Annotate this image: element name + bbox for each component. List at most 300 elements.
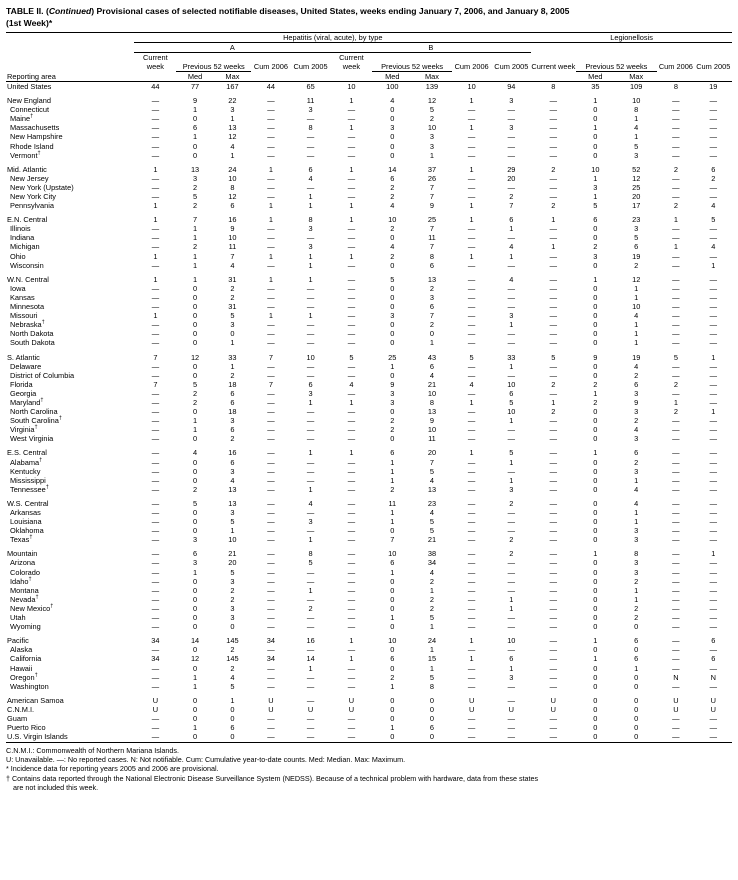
row-cell: 1 <box>593 636 598 646</box>
row-cell: — <box>672 434 680 444</box>
row-cell: — <box>549 224 558 234</box>
row-cell: — <box>267 558 275 568</box>
table-row <box>6 732 732 741</box>
row-cell: — <box>267 224 275 234</box>
table-row <box>6 636 732 645</box>
header-reporting-area: Reporting area <box>7 71 56 81</box>
row-cell: 1 <box>390 567 395 577</box>
row-cell: — <box>507 338 515 348</box>
row-cell: 0 <box>193 475 198 485</box>
row-cell: — <box>267 361 275 371</box>
table-row <box>6 242 732 251</box>
row-cell: 10 <box>632 302 641 312</box>
row-cell: — <box>151 114 160 124</box>
row-cell: 13 <box>228 123 237 133</box>
row-cell: 44 <box>151 81 160 91</box>
row-cell: — <box>549 114 558 124</box>
row-cell: 5 <box>634 233 639 243</box>
row-cell: 2 <box>390 224 395 234</box>
row-cell: 1 <box>153 251 158 261</box>
row-cell: 16 <box>228 448 237 458</box>
row-cell: 0 <box>193 292 198 302</box>
row-area-label: North Dakota <box>10 329 54 339</box>
row-cell: — <box>467 663 476 673</box>
row-cell: 2 <box>390 484 395 494</box>
header-hepb-cum2006: Cum 2006 <box>454 62 489 72</box>
row-cell: 0 <box>193 114 198 124</box>
row-cell: 7 <box>193 215 198 225</box>
row-cell: 10 <box>388 549 397 559</box>
row-cell: 6 <box>308 379 313 389</box>
row-cell: 1 <box>509 475 514 485</box>
row-cell: — <box>549 613 558 623</box>
row-cell: 1 <box>308 251 313 261</box>
row-cell: — <box>467 260 476 270</box>
row-cell: 3 <box>429 292 434 302</box>
row-cell: — <box>672 457 680 467</box>
row-cell: 0 <box>593 558 598 568</box>
row-cell: — <box>672 361 680 371</box>
row-cell: — <box>672 498 680 508</box>
row-cell: — <box>672 182 680 192</box>
table-row <box>6 577 732 586</box>
row-cell: — <box>549 663 558 673</box>
table-row <box>6 201 732 210</box>
row-cell: — <box>709 182 717 192</box>
row-area-label: Guam <box>7 713 28 723</box>
row-cell: — <box>467 311 476 321</box>
row-cell: — <box>507 132 515 142</box>
row-cell: 3 <box>634 434 639 444</box>
row-area-label: Nebraska† <box>10 319 45 330</box>
row-cell: — <box>549 96 558 106</box>
row-cell: 1 <box>469 215 474 225</box>
row-cell: — <box>306 695 315 705</box>
row-area-label: Kansas <box>10 292 35 302</box>
table-row <box>6 261 732 270</box>
row-cell: 3 <box>390 123 395 133</box>
row-cell: — <box>267 484 275 494</box>
row-area-label: E.N. Central <box>7 215 48 225</box>
row-cell: — <box>467 407 476 417</box>
row-cell: — <box>507 425 515 435</box>
row-cell: — <box>672 549 680 559</box>
row-cell: — <box>267 114 275 124</box>
row-cell: — <box>467 141 476 151</box>
row-cell: 0 <box>390 407 395 417</box>
table-row <box>6 224 732 233</box>
row-area-label: Alabama† <box>10 457 43 467</box>
row-cell: — <box>151 535 160 545</box>
table-row <box>6 613 732 622</box>
row-cell: 1 <box>429 663 434 673</box>
table-row <box>6 389 732 398</box>
table-row <box>6 586 732 595</box>
row-cell: 3 <box>429 141 434 151</box>
row-cell: 3 <box>308 517 313 527</box>
row-cell: — <box>267 498 275 508</box>
row-cell: 2 <box>308 603 313 613</box>
table-row <box>6 320 732 329</box>
row-cell: 1 <box>593 173 598 183</box>
row-cell: 1 <box>193 105 198 115</box>
row-cell: 11 <box>428 233 436 243</box>
row-cell: 1 <box>634 517 639 527</box>
row-cell: 8 <box>634 549 639 559</box>
row-cell: 5 <box>429 105 434 115</box>
row-cell: — <box>267 645 275 655</box>
row-cell: — <box>151 105 160 115</box>
row-cell: — <box>151 141 160 151</box>
row-cell: — <box>347 105 356 115</box>
row-cell: 4 <box>390 96 395 106</box>
row-cell: — <box>672 416 680 426</box>
row-cell: — <box>549 260 558 270</box>
row-cell: — <box>672 713 680 723</box>
row-cell: 0 <box>193 613 198 623</box>
row-cell: — <box>507 114 515 124</box>
row-area-label: W.N. Central <box>7 274 49 284</box>
table-row <box>6 252 732 261</box>
row-cell: — <box>267 242 275 252</box>
row-cell: 13 <box>427 274 437 284</box>
row-cell: 1 <box>469 164 474 174</box>
row-cell: — <box>549 475 558 485</box>
row-cell: 0 <box>634 622 639 632</box>
row-cell: 9 <box>193 96 198 106</box>
row-cell: — <box>347 173 356 183</box>
row-cell: N <box>710 672 716 682</box>
row-cell: 1 <box>390 723 395 733</box>
row-cell: 1 <box>268 215 273 225</box>
row-cell: 3 <box>634 224 639 234</box>
row-cell: 0 <box>193 732 198 742</box>
row-cell: — <box>467 535 476 545</box>
row-cell: — <box>347 329 356 339</box>
row-cell: 1 <box>230 114 235 124</box>
row-cell: — <box>267 603 275 613</box>
row-cell: 21 <box>228 549 237 559</box>
row-cell: — <box>672 292 680 302</box>
row-cell: 5 <box>429 526 434 536</box>
row-cell: — <box>347 388 356 398</box>
row-cell: — <box>151 508 160 517</box>
row-cell: — <box>347 274 356 284</box>
row-cell: — <box>347 526 356 536</box>
row-cell: — <box>709 457 717 467</box>
title-line1-italic: Continued <box>48 6 92 16</box>
row-area-label: Vermont† <box>10 150 41 160</box>
row-cell: 3 <box>634 150 639 160</box>
row-cell: 1 <box>390 517 395 527</box>
row-cell: 3 <box>230 576 235 586</box>
row-area-label: Wyoming <box>10 622 41 632</box>
row-cell: — <box>467 361 476 371</box>
row-cell: 1 <box>673 397 678 407</box>
row-area-label: Virginia† <box>10 424 38 435</box>
row-cell: 4 <box>390 201 395 211</box>
row-cell: 9 <box>429 201 434 211</box>
header-hepatitis-a: A <box>134 43 330 53</box>
row-cell: 5 <box>193 192 198 201</box>
row-cell: — <box>467 645 476 655</box>
row-cell: — <box>347 681 356 691</box>
row-cell: — <box>549 123 558 133</box>
row-cell: 0 <box>593 260 598 270</box>
row-cell: — <box>306 182 315 192</box>
row-cell: — <box>467 114 476 124</box>
row-cell: 14 <box>388 164 397 174</box>
row-cell: — <box>467 302 476 312</box>
row-cell: — <box>467 567 476 577</box>
row-cell: U <box>468 704 475 714</box>
row-cell: 2 <box>509 535 514 545</box>
row-cell: 2 <box>673 379 678 389</box>
row-cell: 1 <box>509 361 514 371</box>
row-area-label: Missouri <box>10 311 38 321</box>
row-cell: 2 <box>634 603 639 613</box>
row-cell: 7 <box>429 242 434 252</box>
row-cell: — <box>151 549 160 559</box>
row-cell: 0 <box>593 498 598 508</box>
row-cell: 5 <box>551 352 556 362</box>
row-cell: 10 <box>228 535 237 545</box>
row-cell: 12 <box>632 274 641 284</box>
row-cell: — <box>151 425 160 435</box>
row-cell: 25 <box>427 215 437 225</box>
row-cell: — <box>267 567 275 577</box>
row-cell: — <box>267 663 275 673</box>
row-cell: — <box>347 407 356 417</box>
row-cell: — <box>151 457 160 467</box>
footer-note-dagger-cont: are not included this week. <box>13 782 99 792</box>
row-cell: — <box>467 434 476 444</box>
row-cell: 1 <box>634 508 639 517</box>
row-cell: 1 <box>429 585 434 595</box>
row-cell: — <box>267 475 275 485</box>
header-legio-max: Max <box>629 71 644 81</box>
row-cell: — <box>151 585 160 595</box>
row-cell: 5 <box>509 448 514 458</box>
row-cell: 0 <box>390 105 395 115</box>
row-cell: — <box>467 192 476 201</box>
row-cell: — <box>709 114 717 124</box>
row-cell: 6 <box>429 302 434 312</box>
row-cell: 1 <box>593 549 598 559</box>
row-cell: 13 <box>228 498 237 508</box>
row-cell: — <box>549 576 558 586</box>
row-cell: — <box>467 681 476 691</box>
table-row <box>6 705 732 714</box>
row-cell: 4 <box>711 201 716 211</box>
row-cell: — <box>672 329 680 339</box>
row-cell: — <box>672 475 680 485</box>
row-cell: 1 <box>469 201 474 211</box>
row-cell: 1 <box>634 329 639 339</box>
row-cell: 0 <box>593 594 598 604</box>
row-area-label: W.S. Central <box>7 498 49 508</box>
row-area-label: Mountain <box>7 549 38 559</box>
row-cell: — <box>306 466 315 476</box>
row-cell: 0 <box>390 233 395 243</box>
row-cell: — <box>507 370 515 380</box>
row-cell: 7 <box>429 457 434 467</box>
row-cell: 2 <box>711 173 716 183</box>
row-cell: 0 <box>193 311 198 321</box>
row-cell: 8 <box>429 397 434 407</box>
row-cell: 24 <box>427 636 437 646</box>
row-cell: 4 <box>634 425 639 435</box>
row-cell: U <box>307 704 314 714</box>
row-cell: — <box>267 388 275 398</box>
row-cell: 0 <box>429 329 434 339</box>
row-cell: — <box>672 622 680 632</box>
row-cell: 6 <box>429 723 434 733</box>
row-cell: 1 <box>509 594 514 604</box>
row-cell: 7 <box>153 352 158 362</box>
row-cell: — <box>151 558 160 568</box>
row-cell: 0 <box>593 141 598 151</box>
row-cell: 2 <box>551 164 556 174</box>
row-cell: 2 <box>551 201 556 211</box>
row-cell: 6 <box>230 388 235 398</box>
row-area-label: Arkansas <box>10 508 41 517</box>
row-cell: 2 <box>193 182 198 192</box>
row-cell: 0 <box>390 370 395 380</box>
row-cell: — <box>347 567 356 577</box>
row-area-label: Georgia <box>10 388 37 398</box>
table-row <box>6 416 732 425</box>
row-cell: — <box>151 567 160 577</box>
header-hepb-max: Max <box>424 71 439 81</box>
row-cell: — <box>467 466 476 476</box>
row-area-label: Pennsylvania <box>10 201 54 211</box>
row-cell: — <box>549 517 558 527</box>
row-cell: 0 <box>230 732 235 742</box>
row-cell: 0 <box>193 663 198 673</box>
row-cell: 2 <box>634 416 639 426</box>
row-cell: — <box>347 302 356 312</box>
row-cell: — <box>267 681 275 691</box>
row-cell: 1 <box>193 260 198 270</box>
row-cell: 29 <box>507 164 516 174</box>
row-cell: 1 <box>390 681 395 691</box>
row-cell: 1 <box>308 535 313 545</box>
row-cell: — <box>467 274 476 284</box>
row-cell: — <box>306 457 315 467</box>
row-cell: — <box>267 173 275 183</box>
row-cell: — <box>306 672 315 682</box>
row-cell: 1 <box>634 132 639 142</box>
row-cell: — <box>672 576 680 586</box>
row-cell: 0 <box>193 329 198 339</box>
row-area-label: North Carolina <box>10 407 58 417</box>
row-cell: — <box>549 654 558 664</box>
row-area-label: Mid. Atlantic <box>7 164 47 174</box>
row-cell: 1 <box>509 224 514 234</box>
row-cell: 6 <box>634 379 639 389</box>
row-cell: — <box>267 302 275 312</box>
header-hepa-cum2006: Cum 2006 <box>253 62 288 72</box>
row-cell: 5 <box>509 397 514 407</box>
row-cell: — <box>672 645 680 655</box>
row-cell: 3 <box>390 397 395 407</box>
row-cell: — <box>549 713 558 723</box>
row-cell: 1 <box>390 475 395 485</box>
row-cell: — <box>709 192 717 201</box>
row-cell: — <box>347 594 356 604</box>
row-cell: 2 <box>634 613 639 623</box>
row-cell: 0 <box>593 613 598 623</box>
row-cell: 7 <box>268 379 273 389</box>
row-cell: — <box>347 242 356 252</box>
row-cell: 0 <box>193 704 198 714</box>
header-hepb-med: Med <box>385 71 400 81</box>
row-cell: 0 <box>193 585 198 595</box>
row-cell: 0 <box>193 645 198 655</box>
table-row <box>6 105 732 114</box>
row-cell: 1 <box>634 320 639 330</box>
row-cell: — <box>467 603 476 613</box>
row-cell: 4 <box>634 484 639 494</box>
row-cell: — <box>467 242 476 252</box>
row-cell: — <box>709 123 717 133</box>
row-cell: 5 <box>634 141 639 151</box>
row-cell: — <box>507 466 515 476</box>
row-cell: 1 <box>593 192 598 201</box>
row-cell: 0 <box>390 150 395 160</box>
row-cell: — <box>267 150 275 160</box>
row-cell: 5 <box>429 672 434 682</box>
row-cell: 2 <box>509 549 514 559</box>
row-cell: 0 <box>390 302 395 312</box>
row-cell: U <box>550 695 557 705</box>
row-cell: 4 <box>634 498 639 508</box>
row-cell: 9 <box>429 416 434 426</box>
title-line1-post: ) Provisional cases of selected notifiable diseases, United States, weeks ending January 7, 2006, and January 8, 2005 <box>91 6 570 16</box>
row-cell: — <box>467 224 476 234</box>
row-cell: 3 <box>308 242 313 252</box>
row-cell: — <box>347 645 356 655</box>
row-cell: — <box>151 224 160 234</box>
row-cell: 1 <box>509 603 514 613</box>
table-row <box>6 174 732 183</box>
row-cell: 8 <box>429 251 434 261</box>
row-cell: 2 <box>230 585 235 595</box>
row-cell: 1 <box>390 613 395 623</box>
row-cell: — <box>549 672 558 682</box>
row-area-label: Maryland† <box>10 397 44 407</box>
row-cell: 2 <box>193 201 198 211</box>
row-cell: — <box>151 713 160 723</box>
row-cell: — <box>549 251 558 261</box>
row-cell: — <box>151 361 160 371</box>
row-cell: — <box>347 224 356 234</box>
row-cell: 100 <box>386 81 399 91</box>
row-cell: 0 <box>593 732 598 742</box>
row-cell: — <box>507 105 515 115</box>
row-cell: 3 <box>230 603 235 613</box>
row-cell: 0 <box>390 594 395 604</box>
row-cell: 109 <box>630 81 643 91</box>
row-cell: 6 <box>509 654 514 664</box>
row-cell: — <box>549 311 558 321</box>
footer-cnmi: C.N.M.I.: Commonwealth of Northern Mariana Islands. <box>6 745 179 755</box>
row-cell: 0 <box>390 585 395 595</box>
row-cell: 1 <box>711 352 716 362</box>
row-cell: — <box>672 338 680 348</box>
row-cell: — <box>507 713 515 723</box>
